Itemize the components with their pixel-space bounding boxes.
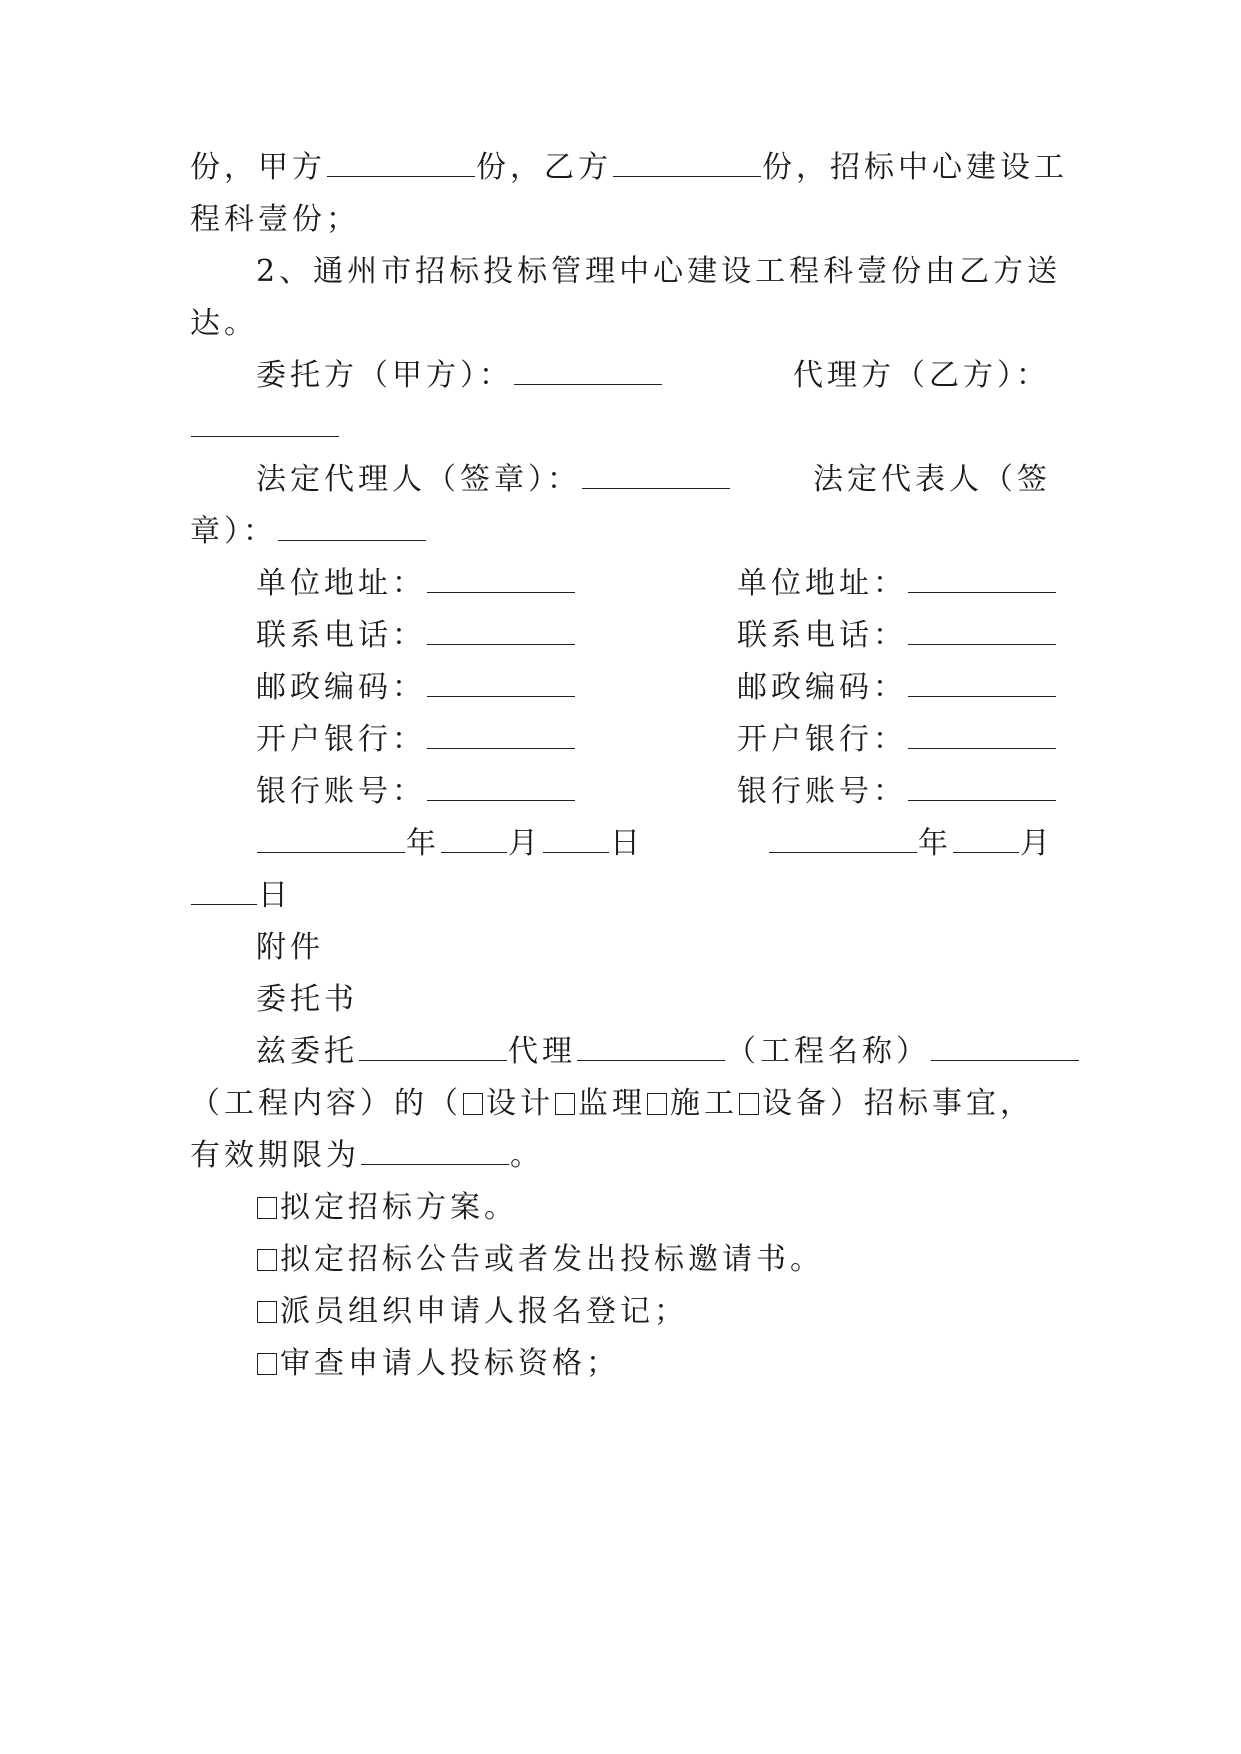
validity-line	[190, 1136, 1050, 1176]
blank-line	[441, 826, 507, 853]
account-label: 银行账号：	[737, 774, 907, 809]
text: 份，甲方	[190, 150, 326, 185]
construct-checkbox[interactable]	[647, 1093, 667, 1115]
blank-line	[257, 826, 405, 853]
address-label: 单位地址：	[737, 566, 907, 601]
blank-line	[543, 826, 609, 853]
blank-line	[427, 722, 575, 749]
blank-line	[953, 826, 1019, 853]
agent-label: 代理方（乙方）：	[793, 358, 1050, 393]
agent-blank-line	[190, 408, 1050, 448]
blank-line	[427, 774, 575, 801]
task-label: 派员组织申请人报名登记；	[280, 1294, 688, 1329]
copies-line-cont: 程科壹份；	[190, 202, 360, 237]
project-content-line	[190, 1084, 1050, 1124]
design-checkbox[interactable]	[463, 1093, 483, 1115]
task-label: 审查申请人投标资格；	[280, 1346, 620, 1381]
blank-line	[613, 150, 761, 177]
bank-right	[737, 720, 1077, 760]
phone-label: 联系电话：	[737, 618, 907, 653]
task-checkbox[interactable]	[257, 1249, 277, 1271]
text: 有效期限为	[190, 1138, 360, 1173]
blank-line	[577, 1034, 725, 1061]
task-item	[256, 1292, 1116, 1332]
equipment-checkbox[interactable]	[739, 1093, 759, 1115]
legal-rep-line	[813, 460, 1113, 500]
supervise-checkbox[interactable]	[555, 1093, 575, 1115]
account-label: 银行账号：	[256, 774, 426, 809]
text: （工程名称）	[726, 1034, 930, 1069]
construct-option-label: 施工	[670, 1086, 738, 1121]
design-option-label: 设计	[486, 1086, 554, 1121]
month-label: 月	[508, 826, 542, 861]
postcode-label: 邮政编码：	[256, 670, 426, 705]
blank-line	[427, 670, 575, 697]
agent-line	[793, 356, 1093, 396]
blank-line	[427, 566, 575, 593]
task-checkbox[interactable]	[257, 1301, 277, 1323]
text: ）招标事宜，	[830, 1086, 1034, 1121]
blank-line	[427, 618, 575, 645]
text: 。	[510, 1138, 544, 1173]
copies-line	[190, 148, 1068, 188]
consignor-label: 委托方（甲方）：	[256, 358, 513, 393]
blank-line	[582, 462, 730, 489]
entrust-line	[256, 1032, 1116, 1072]
postcode-right	[737, 668, 1077, 708]
text: （工程内容）的（	[190, 1086, 462, 1121]
blank-line	[908, 774, 1056, 801]
letter-title: 委托书	[256, 982, 358, 1017]
blank-line	[327, 150, 475, 177]
text: 兹委托	[256, 1034, 358, 1069]
date-right-cont	[190, 876, 1050, 916]
text: 份，乙方	[476, 150, 612, 185]
legal-rep-line-cont	[190, 512, 1050, 552]
delivery-line-cont: 达。	[190, 306, 258, 341]
bank-label: 开户银行：	[737, 722, 907, 757]
blank-line	[908, 618, 1056, 645]
text: 代理	[508, 1034, 576, 1069]
year-label: 年	[406, 826, 440, 861]
task-label: 拟定招标公告或者发出投标邀请书。	[280, 1242, 824, 1277]
legal-rep-label-cont: 章）：	[190, 514, 277, 549]
year-label: 年	[918, 826, 952, 861]
task-item	[256, 1344, 1116, 1384]
blank-line	[931, 1034, 1079, 1061]
text: 份，招标中心建设工	[762, 150, 1068, 185]
task-checkbox[interactable]	[257, 1353, 277, 1375]
blank-line	[191, 410, 339, 437]
supervise-option-label: 监理	[578, 1086, 646, 1121]
blank-line	[908, 670, 1056, 697]
task-item	[256, 1188, 1116, 1228]
blank-line	[278, 514, 426, 541]
blank-line	[361, 1138, 509, 1165]
legal-agent-label: 法定代理人（签章）：	[256, 462, 581, 497]
task-checkbox[interactable]	[257, 1197, 277, 1219]
bank-label: 开户银行：	[256, 722, 426, 757]
blank-line	[769, 826, 917, 853]
postcode-label: 邮政编码：	[737, 670, 907, 705]
phone-right	[737, 616, 1077, 656]
day-label: 日	[610, 826, 644, 861]
equipment-option-label: 设备	[762, 1086, 830, 1121]
blank-line	[359, 1034, 507, 1061]
legal-rep-label: 法定代表人（签	[813, 462, 1051, 497]
address-right	[737, 564, 1077, 604]
blank-line	[514, 358, 662, 385]
phone-label: 联系电话：	[256, 618, 426, 653]
blank-line	[908, 566, 1056, 593]
address-label: 单位地址：	[256, 566, 426, 601]
delivery-line: 2、通州市招标投标管理中心建设工程科壹份由乙方送	[256, 254, 1062, 289]
task-item	[256, 1240, 1116, 1280]
day-label: 日	[258, 878, 292, 913]
blank-line	[191, 878, 257, 905]
blank-line	[908, 722, 1056, 749]
task-label: 拟定招标方案。	[280, 1190, 518, 1225]
account-right	[737, 772, 1077, 812]
attachment-heading: 附件	[256, 930, 324, 965]
month-label: 月	[1020, 826, 1054, 861]
date-right	[768, 824, 1088, 864]
